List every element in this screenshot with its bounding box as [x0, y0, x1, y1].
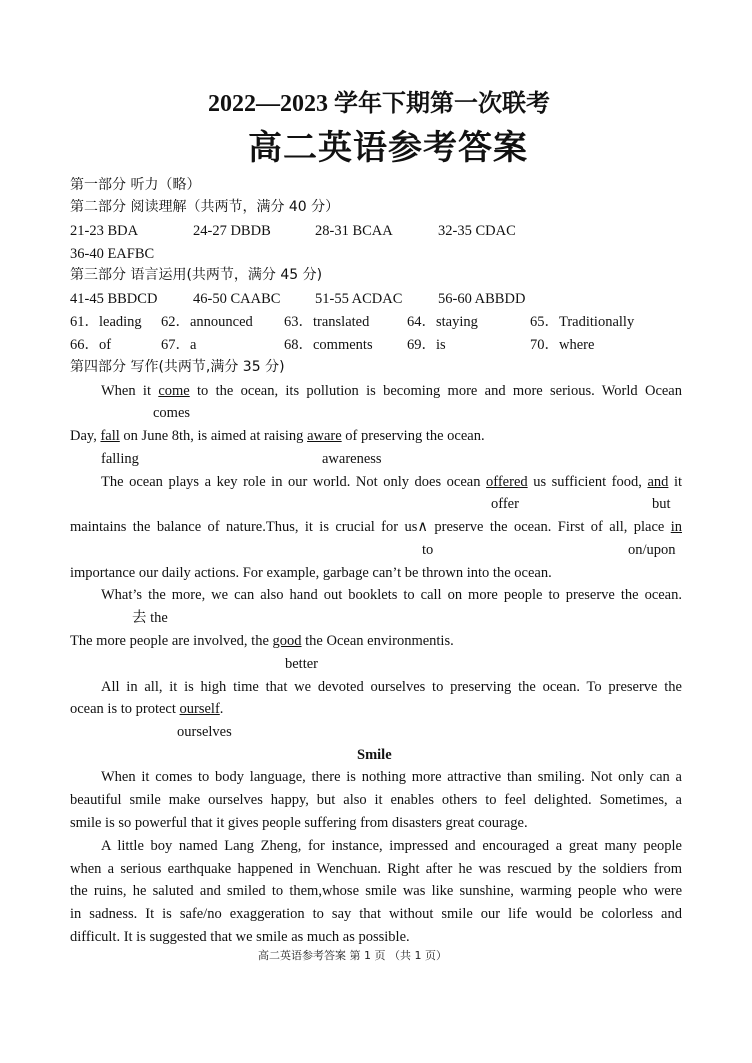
correction-line: ocean is to protect ourself. — [70, 701, 224, 717]
section-part2: 第二部分 阅读理解（共两节，满分 40 分） — [70, 199, 340, 215]
section-part1: 第一部分 听力（略） — [70, 177, 201, 193]
fill-answer: 67．a — [161, 337, 197, 353]
fill-answer: 70．where — [530, 337, 595, 353]
essay-line: difficult. It is suggested that we smile as much as possible. — [70, 929, 410, 945]
language-answer-group: 46-50 CAABC — [193, 291, 281, 307]
reading-answer-group: 32-35 CDAC — [438, 223, 516, 239]
page-footer: 高二英语参考答案 第 1 页 （共 1 页） — [258, 949, 447, 962]
language-answer-group: 56-60 ABBDD — [438, 291, 526, 307]
essay-line: A little boy named Lang Zheng, for instance, impressed and encouraged a great many people — [101, 838, 682, 854]
error-word: come — [158, 383, 190, 399]
correction-fix: 去 the — [132, 610, 168, 626]
fill-answer: 62．announced — [161, 314, 253, 330]
language-answer-group: 41-45 BBDCD — [70, 291, 158, 307]
correction-fix: ourselves — [177, 724, 232, 740]
fill-answer: 65．Traditionally — [530, 314, 635, 330]
correction-line: The more people are involved, the good the Ocean environmentis. — [70, 633, 454, 649]
insert-caret: ∧ — [417, 519, 428, 535]
essay-line: smile is so powerful that it gives people suffering from disasters great courage. — [70, 815, 528, 831]
correction-line: Day, fall on June 8th, is aimed at raising aware of preserving the ocean. — [70, 428, 485, 444]
correction-line: When it come to the ocean, its pollution is becoming more and more serious. World Ocean — [101, 383, 682, 399]
reading-answer-group: 24-27 DBDB — [193, 223, 271, 239]
correction-fix: but — [652, 496, 671, 512]
correction-line: importance our daily actions. For example, garbage can’t be thrown into the ocean. — [70, 565, 552, 581]
section-part3: 第三部分 语言运用(共两节，满分 45 分) — [70, 267, 323, 283]
error-word: and — [647, 474, 669, 490]
fill-answer: 63．translated — [284, 314, 370, 330]
language-answer-group: 51-55 ACDAC — [315, 291, 403, 307]
reading-answer-group: 21-23 BDA — [70, 223, 139, 239]
essay-line: When it comes to body language, there is nothing more attractive than smiling. Not only can a — [101, 769, 682, 785]
reading-answer-group: 36-40 EAFBC — [70, 246, 155, 262]
correction-fix: awareness — [322, 451, 382, 467]
fill-answer: 68．comments — [284, 337, 373, 353]
page-title: 高二英语参考答案 — [248, 130, 528, 167]
error-word: aware — [307, 428, 342, 444]
essay-line: beautiful smile make ourselves happy, but also it enables others to feel delighted. Sometimes, a — [70, 792, 682, 808]
essay-line: the ruins, he saluted and smiled to them,whose smile was like sunshine, warming people who were — [70, 883, 682, 899]
error-word: in — [670, 519, 682, 535]
correction-line: maintains the balance of nature.Thus, it is crucial for us∧ preserve the ocean. First of all, place in — [70, 519, 682, 535]
error-word: ourself — [179, 701, 220, 717]
reading-answer-group: 28-31 BCAA — [315, 223, 393, 239]
correction-line: The ocean plays a key role in our world. Not only does ocean offered us sufficient food, and it — [101, 474, 682, 490]
correction-fix: comes — [153, 405, 191, 421]
fill-answer: 66．of — [70, 337, 112, 353]
essay-line: in sadness. It is safe/no exaggeration to say that without smile our life would be colorless and — [70, 906, 682, 922]
correction-fix: offer — [491, 496, 519, 512]
correction-fix: to — [422, 542, 434, 558]
correction-fix: better — [285, 656, 319, 672]
correction-fix: falling — [101, 451, 139, 467]
correction-fix: on/upon — [628, 542, 676, 558]
error-word: good — [272, 633, 302, 649]
error-word: fall — [100, 428, 120, 444]
error-word: offered — [486, 474, 528, 490]
fill-answer: 69．is — [407, 337, 446, 353]
correction-line: All in all, it is high time that we devoted ourselves to preserving the ocean. To preserve the — [101, 679, 682, 695]
essay-line: when a serious earthquake happened in Wenchuan. Right after he was rescued by the soldiers from — [70, 861, 682, 877]
essay-title: Smile — [357, 747, 392, 763]
section-part4: 第四部分 写作(共两节,满分 35 分) — [70, 359, 285, 375]
exam-title: 2022—2023 学年下期第一次联考 — [208, 91, 550, 117]
fill-answer: 61．leading — [70, 314, 142, 330]
correction-line: What’s the more, we can also hand out booklets to call on more people to preserve the ocean. — [101, 587, 682, 603]
fill-answer: 64．staying — [407, 314, 478, 330]
